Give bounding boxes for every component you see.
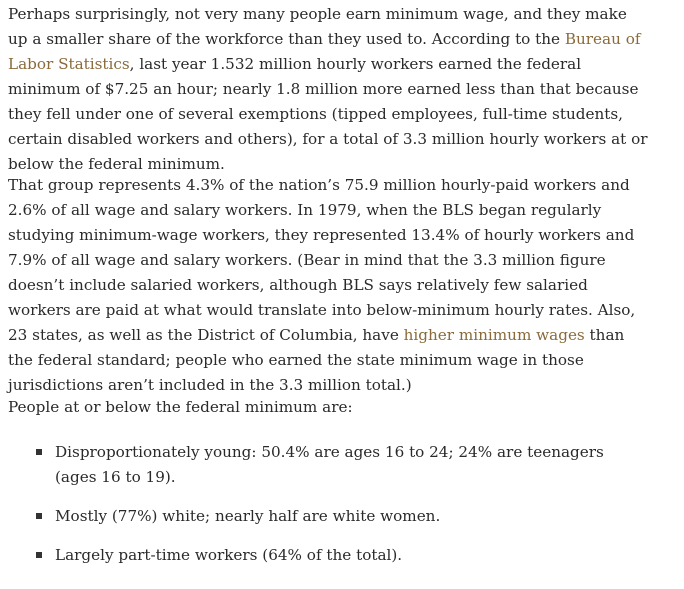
paragraph-text: than the federal standard; people who earned the state minimum wage in those jurisdictions aren’t included in the 3.3 million total.) [8,326,625,394]
higher-minimum-wages-link[interactable]: higher minimum wages [403,326,585,344]
bullet-icon [36,449,42,455]
paragraph-list-intro: People at or below the federal minimum are: [8,398,353,416]
list-item [8,504,648,529]
bullet-icon [36,552,42,558]
paragraph-text: That group represents 4.3% of the nation’s 75.9 million hourly-paid workers and 2.6% of all wage and salary workers. In 1979, when the BLS began regularly studying minimum-wage workers, they represented 13.4% of hourly workers and 7.9% of all wage and salary workers. (Bear in mind that the 3.3 million figure doesn’t include salaried workers, although BLS says relatively few salaried workers are paid at what would translate into below-minimum hourly rates. Also, 23 states, as well as the District of Columbia, have [8,176,636,344]
list-item-text: Disproportionately young: 50.4% are ages 16 to 24; 24% are teenagers (ages 16 to 19). [55,443,604,486]
list-item [8,543,648,568]
demographics-list [8,440,648,582]
paragraph-text: Perhaps surprisingly, not very many people earn minimum wage, and they make up a smaller share of the workforce than they used to. According to the [8,5,627,48]
list-item-text: Mostly (77%) white; nearly half are white women. [55,507,441,525]
paragraph-minimum-wage-intro [8,2,648,177]
paragraph-share-of-workers [8,173,648,398]
bullet-icon [36,513,42,519]
bls-link[interactable]: Bureau of Labor Statistics [8,30,641,73]
list-item [8,440,648,490]
list-item-text: Largely part-time workers (64% of the total). [55,546,403,564]
paragraph-text: , last year 1.532 million hourly workers earned the federal minimum of $7.25 an hour; nearly 1.8 million more earned less than that because they fell under one of several exemptions (tipped employees, full-time students, certain disabled workers and others), for a total of 3.3 million hourly workers at or below the federal minimum. [8,55,648,173]
